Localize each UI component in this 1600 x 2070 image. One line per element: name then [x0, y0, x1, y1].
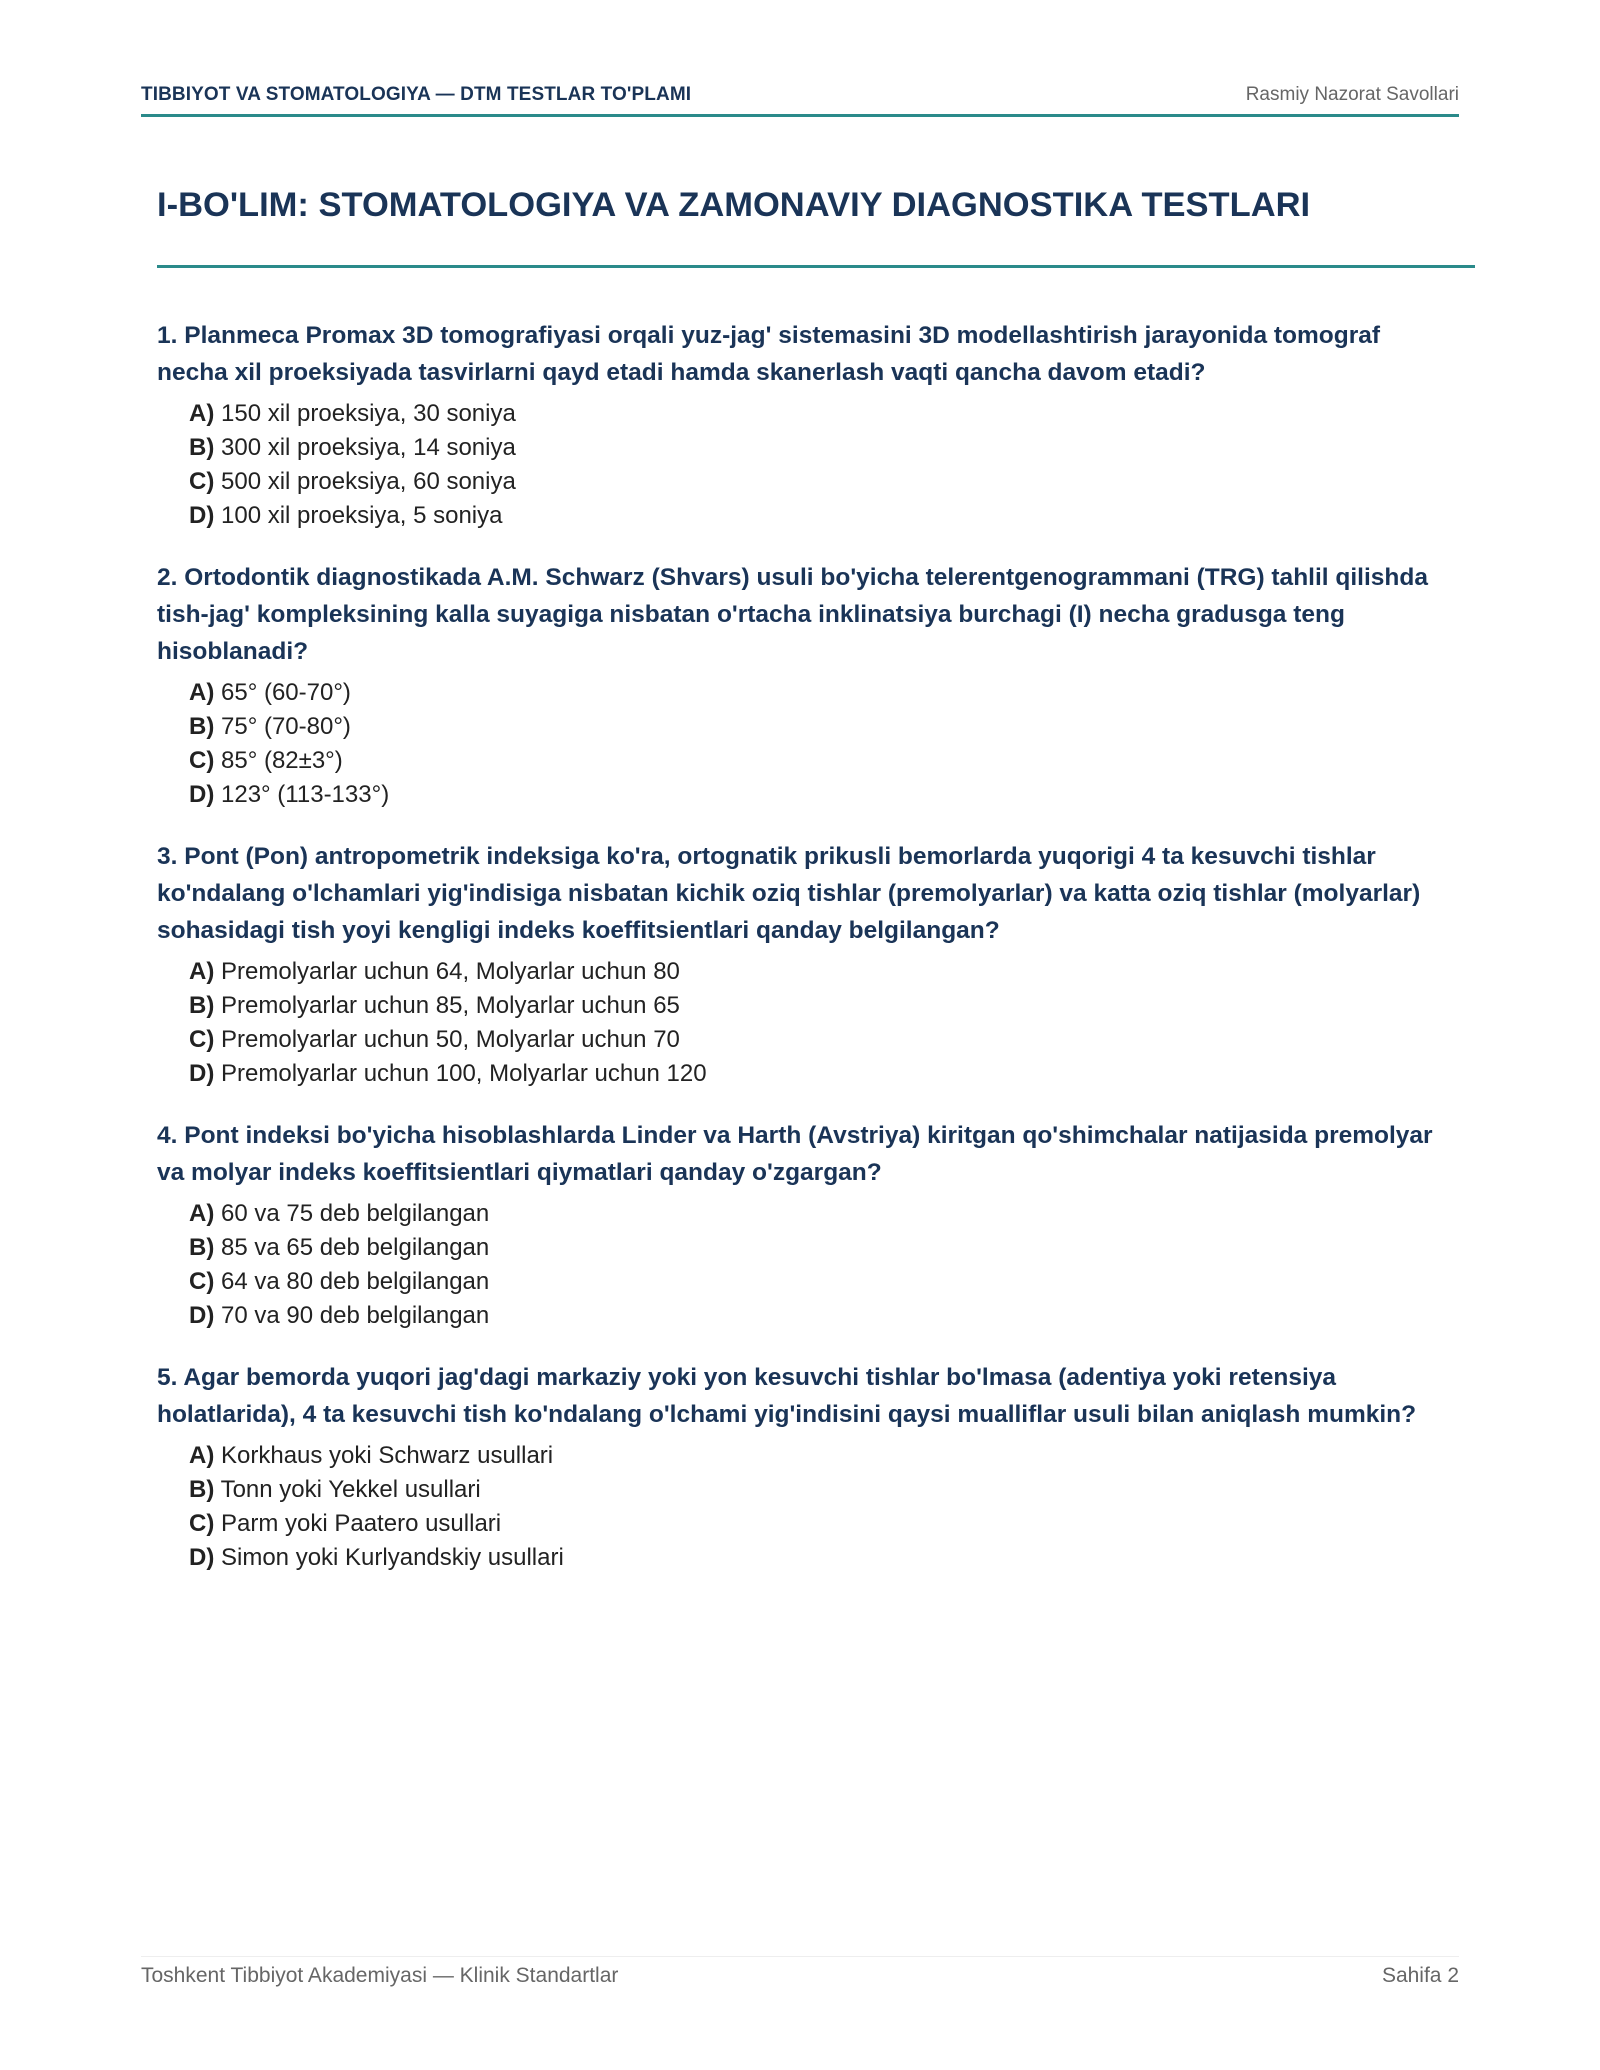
answer-options — [157, 1439, 1457, 1575]
option-d — [189, 1057, 1457, 1091]
option-a — [189, 1439, 1457, 1473]
option-text: Korkhaus yoki Schwarz usullari — [221, 1442, 554, 1469]
option-letter: A) — [189, 679, 215, 706]
option-c — [189, 1023, 1457, 1057]
option-a — [189, 676, 1457, 710]
option-d — [189, 778, 1457, 812]
option-text: 70 va 90 deb belgilangan — [221, 1302, 490, 1329]
option-a — [189, 1197, 1457, 1231]
option-b — [189, 431, 1457, 465]
question-text: 5. Agar bemorda yuqori jag'dagi markaziy yoki yon kesuvchi tishlar bo'lmasa (adentiya yoki retensiya holatlarida), 4 ta kesuvchi tish ko'ndalang o'lchami yig'indisini qaysi mualliflar usuli bilan aniqlash mumkin? — [157, 1364, 1417, 1428]
option-b — [189, 989, 1457, 1023]
option-a — [189, 397, 1457, 431]
option-text: 85 va 65 deb belgilangan — [221, 1234, 490, 1261]
option-text: Premolyarlar uchun 50, Molyarlar uchun 70 — [221, 1026, 680, 1053]
option-text: Parm yoki Paatero usullari — [221, 1510, 502, 1537]
running-header — [141, 84, 1459, 117]
question-list — [157, 317, 1457, 1601]
option-d — [189, 499, 1457, 533]
option-text: Tonn yoki Yekkel usullari — [220, 1476, 481, 1503]
question-text: 1. Planmeca Promax 3D tomografiyasi orqali yuz-jag' sistemasini 3D modellashtirish jarayonida tomograf necha xil proeksiyada tasvirlarni qayd etadi hamda skanerlash vaqti qancha davom etadi? — [157, 322, 1381, 386]
option-letter: D) — [189, 502, 215, 529]
option-letter: B) — [189, 1234, 215, 1261]
option-letter: C) — [189, 747, 215, 774]
question-text: 3. Pont (Pon) antropometrik indeksiga ko'ra, ortognatik prikusli bemorlarda yuqorigi 4 ta kesuvchi tishlar ko'ndalang o'lchamlari yig'indisiga nisbatan kichik oziq tishlar (premolyarlar) va katta oziq tishlar (molyarlar) sohasidagi tish yoyi kengligi indeks koeffitsientlari qanday belgilangan? — [157, 843, 1421, 944]
option-text: 100 xil proeksiya, 5 soniya — [221, 502, 503, 529]
question-5 — [157, 1359, 1457, 1575]
option-text: 64 va 80 deb belgilangan — [221, 1268, 490, 1295]
option-text: 85° (82±3°) — [221, 747, 343, 774]
answer-options — [157, 955, 1457, 1091]
answer-options — [157, 1197, 1457, 1333]
answer-options — [157, 676, 1457, 812]
question-4 — [157, 1117, 1457, 1333]
question-text: 4. Pont indeksi bo'yicha hisoblashlarda Linder va Harth (Avstriya) kiritgan qo'shimchalar natijasida premolyar va molyar indeks koeffitsientlari qiymatlari qanday o'zgargan? — [157, 1122, 1433, 1186]
header-subtitle: Rasmiy Nazorat Savollari — [1245, 84, 1459, 105]
header-title: TIBBIYOT VA STOMATOLOGIYA — DTM TESTLAR TO'PLAMI — [141, 84, 692, 105]
option-b — [189, 1231, 1457, 1265]
page-number: Sahifa 2 — [1381, 1964, 1459, 1987]
option-letter: B) — [189, 713, 215, 740]
option-letter: A) — [189, 400, 215, 427]
option-letter: A) — [189, 1200, 215, 1227]
option-text: Premolyarlar uchun 100, Molyarlar uchun 120 — [221, 1060, 707, 1087]
option-c — [189, 1507, 1457, 1541]
question-2 — [157, 559, 1457, 812]
option-letter: A) — [189, 1442, 215, 1469]
option-letter: D) — [189, 1302, 215, 1329]
option-d — [189, 1299, 1457, 1333]
option-letter: B) — [189, 992, 215, 1019]
option-text: 123° (113-133°) — [221, 781, 390, 808]
option-text: 300 xil proeksiya, 14 soniya — [221, 434, 516, 461]
option-text: 150 xil proeksiya, 30 soniya — [221, 400, 516, 427]
option-c — [189, 744, 1457, 778]
option-letter: C) — [189, 468, 215, 495]
option-text: Simon yoki Kurlyandskiy usullari — [221, 1544, 564, 1571]
option-a — [189, 955, 1457, 989]
question-text: 2. Ortodontik diagnostikada A.M. Schwarz (Shvars) usuli bo'yicha telerentgenogrammani (TRG) tahlil qilishda tish-jag' kompleksining kalla suyagiga nisbatan o'rtacha inklinatsiya burchagi (I) necha gradusga teng hisoblanadi? — [157, 564, 1428, 665]
question-3 — [157, 838, 1457, 1091]
option-letter: B) — [189, 1476, 215, 1503]
option-text: 500 xil proeksiya, 60 soniya — [221, 468, 516, 495]
option-letter: C) — [189, 1268, 215, 1295]
section-title: I-BO'LIM: STOMATOLOGIYA VA ZAMONAVIY DIAGNOSTIKA TESTLARI — [157, 186, 1311, 224]
question-1 — [157, 317, 1457, 533]
option-text: Premolyarlar uchun 64, Molyarlar uchun 80 — [221, 958, 680, 985]
running-footer — [141, 1956, 1459, 1993]
option-b — [189, 710, 1457, 744]
footer-institution: Toshkent Tibbiyot Akademiyasi — Klinik Standartlar — [141, 1964, 619, 1987]
option-letter: D) — [189, 1544, 215, 1571]
option-c — [189, 465, 1457, 499]
option-d — [189, 1541, 1457, 1575]
option-c — [189, 1265, 1457, 1299]
option-letter: A) — [189, 958, 215, 985]
option-letter: C) — [189, 1510, 215, 1537]
option-b — [189, 1473, 1457, 1507]
option-letter: C) — [189, 1026, 215, 1053]
option-letter: B) — [189, 434, 215, 461]
option-letter: D) — [189, 1060, 215, 1087]
option-text: Premolyarlar uchun 85, Molyarlar uchun 65 — [221, 992, 680, 1019]
answer-options — [157, 397, 1457, 533]
section-divider — [157, 265, 1475, 268]
option-letter: D) — [189, 781, 215, 808]
option-text: 65° (60-70°) — [221, 679, 351, 706]
option-text: 60 va 75 deb belgilangan — [221, 1200, 490, 1227]
option-text: 75° (70-80°) — [221, 713, 351, 740]
